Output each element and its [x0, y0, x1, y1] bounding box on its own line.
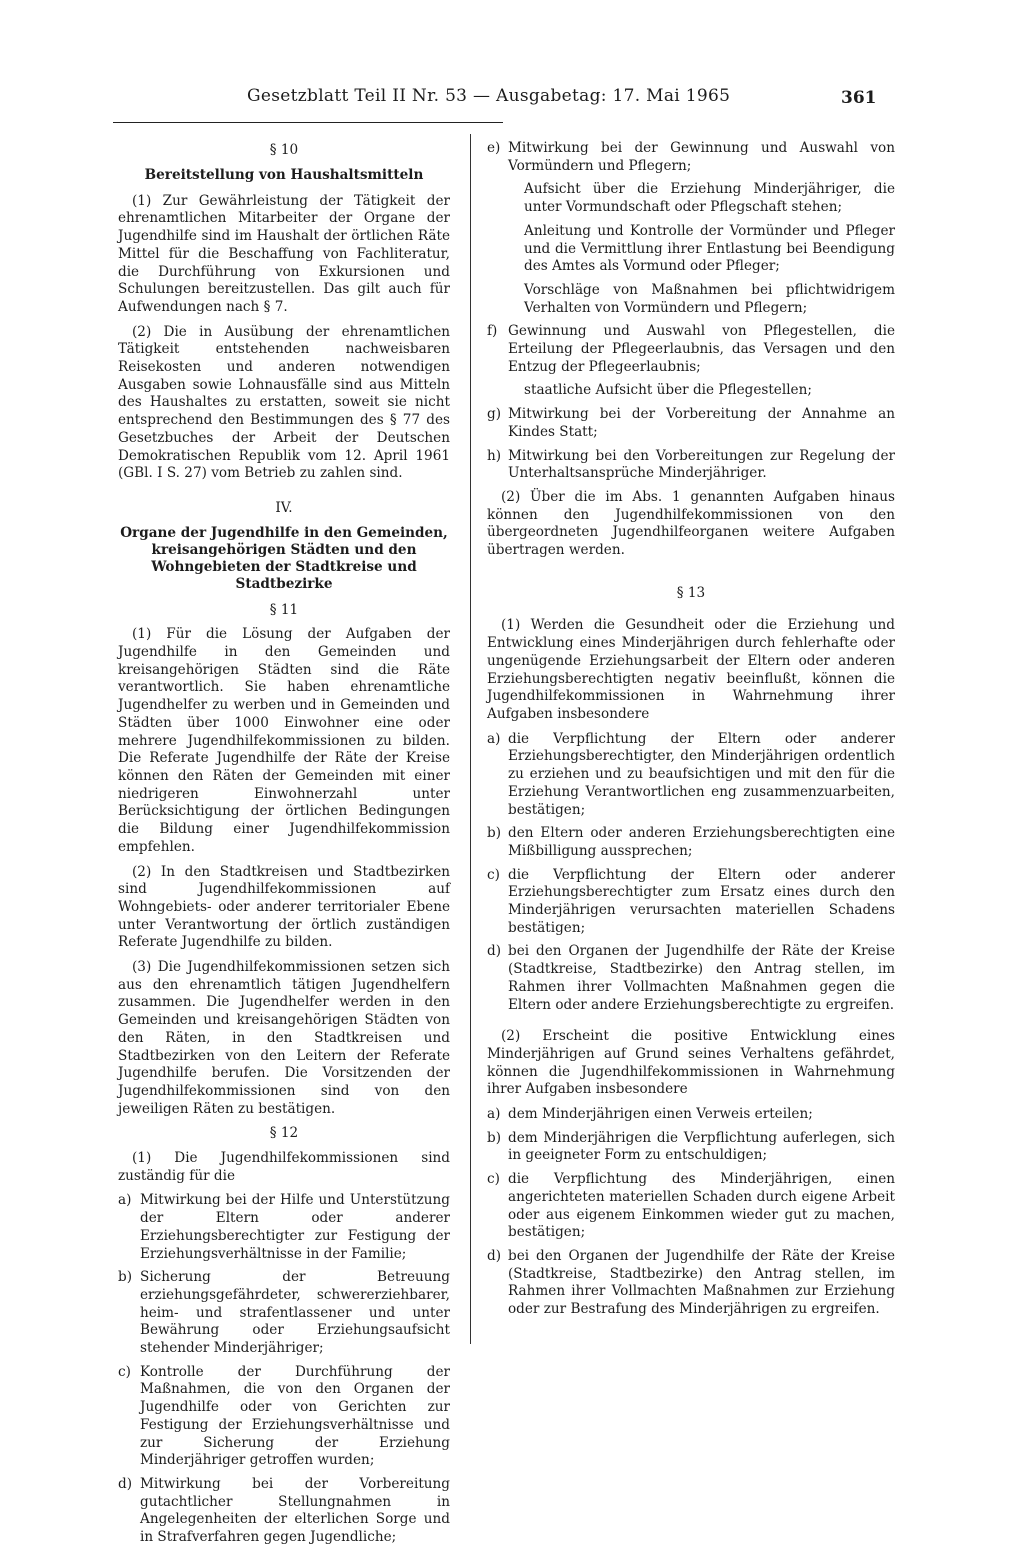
section-10-heading: Bereitstellung von Haushaltsmitteln [144, 166, 424, 183]
list-item-label: c) [118, 1363, 131, 1380]
section-10-paragraph-2: (2) Die in Ausübung der ehrenamtlichen Tätigkeit entstehenden nachweisbaren Reisekosten und anderen notwendigen Ausgaben sowie Lohnausfälle sind aus Mitteln des Haushaltes zu erstatten, soweit sie nicht entsprechend den Bestimmungen des § 77 des Gesetzbuches der Arbeit der Deutschen Demokratischen Republik vom 12. April 1961 (GBl. I S. 27) vom Betrieb zu zahlen sind. [118, 323, 450, 482]
list-item [118, 1192, 450, 1263]
list-item [487, 867, 895, 938]
list-item-text: Mitwirkung bei der Hilfe und Unterstützung der Eltern oder anderer Erziehungsberechtigter zur Festigung der Erziehungsverhältnisse in der Familie; [140, 1192, 450, 1262]
list-item [118, 1269, 450, 1358]
list-item-label: f) [487, 323, 498, 340]
list-item-label: c) [487, 1171, 500, 1188]
list-item-text: dem Minderjährigen einen Verweis erteilen; [508, 1106, 813, 1123]
section-11-title: § 11 [269, 601, 299, 618]
list-item-text: dem Minderjährigen die Verpflichtung auferlegen, sich in geeigneter Form zu entschuldigen; [508, 1129, 895, 1164]
list-item-label: c) [487, 866, 500, 883]
section-10-title: § 10 [269, 142, 299, 158]
list-item [487, 825, 895, 860]
column-divider [470, 134, 471, 1344]
list-item-continuation: Aufsicht über die Erziehung Minderjähriger, die unter Vormundschaft oder Pflegschaft stehen; [524, 181, 895, 216]
list-item-label: h) [487, 447, 502, 464]
list-item-text: Sicherung der Betreuung erziehungsgefährdeter, schwererziehbarer, heim- und strafentlassener und unter Bewährung oder Erziehungsaufsicht stehender Minderjähriger; [140, 1269, 450, 1357]
list-item-text: bei den Organen der Jugendhilfe der Räte der Kreise (Stadtkreise, Stadtbezirke) den Antrag stellen, im Rahmen ihrer Vollmachten Maßnahmen gegen die Eltern oder andere Erziehungsberechtigte zu ergreifen. [508, 943, 895, 1013]
list-item-label: e) [487, 140, 501, 156]
section-13-title: § 13 [676, 584, 706, 601]
section-12-paragraph-2: (2) Über die im Abs. 1 genannten Aufgaben hinaus können den Jugendhilfekommissionen von den übergeordneten Jugendhilfeorganen weitere Aufgaben übertragen werden. [487, 488, 895, 559]
list-item [487, 406, 895, 441]
list-item-text: bei den Organen der Jugendhilfe der Räte der Kreise (Stadtkreise, Stadtbezirke) den Antrag stellen, im Rahmen ihrer Vollmachten Maßnahmen zur Erziehung oder zur Bestrafung des Minderjährigen zu ergreifen. [508, 1247, 895, 1318]
section-11-paragraph-3: (3) Die Jugendhilfekommissionen setzen sich aus den ehrenamtlich tätigen Jugendhelfern zusammen. Die Jugendhelfer werden in den Gemeinden und kreisangehörigen Städten von den Räten, in den Stadtkreisen und Stadtbezirken von den Leitern der Referate Jugendhilfe berufen. Die Vorsitzenden der Jugendhilfekommissionen sind von den jeweiligen Räten zu bestätigen. [118, 959, 450, 1117]
list-item-label: d) [487, 943, 502, 960]
list-item-label: b) [118, 1269, 133, 1286]
list-item-label: d) [487, 1247, 502, 1264]
part-heading: Organe der Jugendhilfe in den Gemeinden, kreisangehörigen Städten und den Wohngebieten der Stadtkreise und Stadtbezirke [120, 524, 448, 592]
list-item [487, 1130, 895, 1165]
section-13-paragraph-1: (1) Werden die Gesundheit oder die Erziehung und Entwicklung eines Minderjährigen durch fehlerhafte oder ungenügende Erziehungsarbeit der Eltern oder anderen Erziehungsberechtigten negativ beeinflußt, können die Jugendhilfekommissionen in Wahrnehmung ihrer Aufgaben insbesondere [487, 617, 895, 722]
list-item [487, 943, 895, 1014]
section-12-title: § 12 [269, 1125, 299, 1142]
header-rule [113, 122, 503, 123]
list-item-text: die Verpflichtung der Eltern oder anderer Erziehungsberechtigter, den Minderjährigen ordentlich zu erziehen und zu beaufsichtigen und mit den für die Erziehung Verantwortlichen eng zusammenzuarbeiten, bestätigen; [508, 730, 895, 818]
list-item [487, 1106, 895, 1124]
list-item-text: Kontrolle der Durchführung der Maßnahmen, die von den Organen der Jugendhilfe oder von Gerichten zur Festigung der Erziehungsverhältnisse und zur Sicherung der Erziehung Minderjähriger getroffen wurden; [140, 1363, 450, 1469]
section-12-paragraph-1: (1) Die Jugendhilfekommissionen sind zuständig für die [118, 1150, 450, 1184]
list-item [487, 1248, 895, 1319]
section-11-paragraph-1: (1) Für die Lösung der Aufgaben der Jugendhilfe in den Gemeinden und kreisangehörigen Städten sind die Räte verantwortlich. Sie haben ehrenamtliche Jugendhelfer zu werben und in Gemeinden und Städten über 1000 Einwohner eine oder mehrere Jugendhilfekommissionen zu bilden. Die Referate Jugendhilfe der Räte der Kreise können den Räten der Gemeinden mit einer niedrigeren Einwohnerzahl unter Berücksichtigung der örtlichen Bedingungen die Bildung einer Jugendhilfekommission empfehlen. [118, 626, 450, 855]
part-number: IV. [275, 499, 293, 516]
page-number: 361 [841, 88, 877, 108]
list-item-label: a) [487, 1106, 501, 1123]
list-item [487, 731, 895, 820]
list-item-continuation: staatliche Aufsicht über die Pflegestellen; [524, 382, 812, 399]
list-item-text: den Eltern oder anderen Erziehungsberechtigten eine Mißbilligung aussprechen; [508, 825, 895, 859]
list-item-text: die Verpflichtung der Eltern oder anderer Erziehungsberechtigter zum Ersatz eines durch den Minderjährigen verursachten materiellen Schadens bestätigen; [508, 866, 895, 936]
list-item [487, 323, 895, 376]
list-item [487, 448, 895, 483]
list-item-continuation: Vorschläge von Maßnahmen bei pflichtwidrigem Verhalten von Vormündern und Pflegern; [524, 281, 895, 316]
list-item-text: die Verpflichtung des Minderjährigen, einen angerichteten materiellen Schaden durch eigene Arbeit oder aus eigenem Einkommen wieder gut zu machen, bestätigen; [508, 1171, 895, 1241]
list-item [118, 1364, 450, 1470]
page-header [0, 82, 1024, 112]
list-item [487, 1171, 895, 1242]
list-item-text: Gewinnung und Auswahl von Pflegestellen, die Erteilung der Pflegeerlaubnis, das Versagen und den Entzug der Pflegeerlaubnis; [508, 323, 895, 375]
list-item-text: Mitwirkung bei der Vorbereitung gutachtlicher Stellungnahmen in Angelegenheiten der elterlichen Sorge und in Strafverfahren gegen Jugendliche; [140, 1476, 450, 1546]
list-item [487, 140, 895, 175]
list-item-label: b) [487, 825, 502, 842]
list-item-label: g) [487, 406, 502, 423]
gazette-title: Gesetzblatt Teil II Nr. 53 — Ausgabetag: 17. Mai 1965 [247, 86, 731, 106]
list-item-label: b) [487, 1129, 502, 1146]
list-item-continuation: Anleitung und Kontrolle der Vormünder und Pfleger und die Vermittlung ihrer Entlastung bei Beendigung des Amtes als Vormund oder Pfleger; [524, 222, 895, 275]
section-10-paragraph-1: (1) Zur Gewährleistung der Tätigkeit der ehrenamtlichen Mitarbeiter der Organe der Jugendhilfe sind im Haushalt der örtlichen Räte Mittel für die Beschaffung von Fachliteratur, die Durchführung von Exkursionen und Schulungen bereitzustellen. Das gilt auch für Aufwendungen nach § 7. [118, 192, 450, 315]
list-item-text: Mitwirkung bei den Vorbereitungen zur Regelung der Unterhaltsansprüche Minderjähriger. [508, 447, 895, 482]
list-item-text: Mitwirkung bei der Vorbereitung der Annahme an Kindes Statt; [508, 406, 895, 440]
list-item [118, 1476, 450, 1547]
right-column [487, 140, 895, 1325]
left-column [118, 140, 450, 1553]
list-item-label: a) [118, 1192, 132, 1209]
list-item-label: a) [487, 730, 501, 747]
list-item-label: d) [118, 1476, 133, 1492]
section-13-paragraph-2: (2) Erscheint die positive Entwicklung eines Minderjährigen auf Grund seines Verhaltens gefährdet, können die Jugendhilfekommissionen in Wahrnehmung ihrer Aufgaben insbesondere [487, 1028, 895, 1098]
section-11-paragraph-2: (2) In den Stadtkreisen und Stadtbezirken sind Jugendhilfekommissionen auf Wohngebiets- oder anderer territorialer Ebene unter Verantwortung der örtlich zuständigen Referate Jugendhilfe zu bilden. [118, 863, 450, 951]
list-item-text: Mitwirkung bei der Gewinnung und Auswahl von Vormündern und Pflegern; [508, 140, 895, 174]
